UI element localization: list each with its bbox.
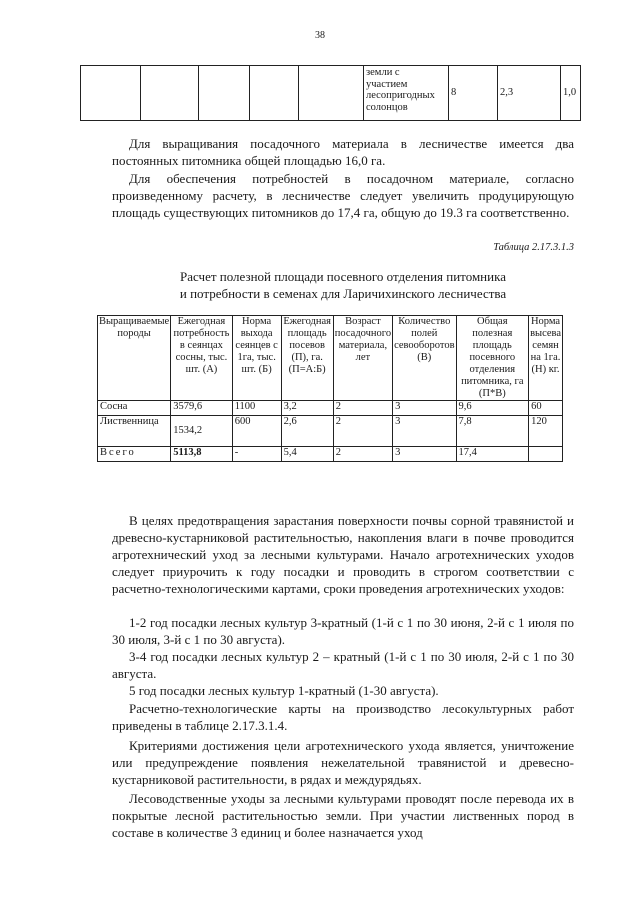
paragraph: Критериями достижения цели агротехнического ухода является, уничтожение или предупреждение появления нежелательной травянистой и древесно-кустарниковой растительности, в рядах и междурядьях. xyxy=(112,738,574,787)
table-row xyxy=(81,66,581,121)
seed-table xyxy=(97,315,563,462)
table-header-row xyxy=(98,316,563,401)
paragraph: В целях предотвращения зарастания поверхности почвы сорной травянистой и древесно-кустарниковой растительностью, накопления влаги в почве проводится агротехнический уход за лесными культурами. Начало агротехнических уходов следует приурочить к году посадки и проводить в строгом соответствии с расчетно-технологическими картами, сроки проведения агротехнических уходов: xyxy=(112,513,574,596)
table-cell xyxy=(299,66,364,121)
table-cell xyxy=(529,447,563,462)
column-header: Количество полей севооборотов (В) xyxy=(393,316,456,401)
table-cell: Сосна xyxy=(98,401,171,416)
paragraph: 3-4 год посадки лесных культур 2 – кратный (1-й с 1 по 30 июля, 2-й с 1 по 30 августа. xyxy=(112,649,574,681)
column-header: Ежегодная потребность в сеянцах сосны, тыс. шт. (А) xyxy=(171,316,233,401)
paragraph: 1-2 год посадки лесных культур 3-кратный (1-й с 1 по 30 июня, 2-й с 1 июля по 30 июля, 3-й с 1 по 30 августа). xyxy=(112,615,574,647)
table-cell: 1534,2 xyxy=(171,416,233,447)
table-cell: 17,4 xyxy=(456,447,529,462)
table-row xyxy=(98,416,563,447)
table-cell-description xyxy=(364,66,449,121)
table-cell: 600 xyxy=(232,416,281,447)
table-cell xyxy=(199,66,250,121)
table-cell: 3,2 xyxy=(281,401,333,416)
table-cell: 5,4 xyxy=(281,447,333,462)
paragraph: Для обеспечения потребностей в посадочном материале, согласно произведенному расчету, в лесничестве следует увеличить продуцирующую площадь существующих питомников до 17,4 га, общую до 19.3 га соответственно. xyxy=(112,171,574,220)
table-cell: 3 xyxy=(393,447,456,462)
table-cell: 9,6 xyxy=(456,401,529,416)
table-title-line: и потребности в семенах для Ларичихинского лесничества xyxy=(179,286,507,301)
table-cell: 7,8 xyxy=(456,416,529,447)
table-title-line: Расчет полезной площади посевного отделения питомника xyxy=(180,269,506,284)
table-cell: 2 xyxy=(333,447,392,462)
table-row xyxy=(98,401,563,416)
description-line: земли с xyxy=(366,67,400,78)
description-line: участием xyxy=(366,78,408,90)
column-header: Ежегодная площадь посевов (П), га. (П=А:Б) xyxy=(281,316,333,401)
table-cell: Всего xyxy=(98,447,171,462)
description-line: солонцов xyxy=(366,101,408,113)
column-header: Общая полезная площадь посевного отделения питомника, га (П*В) xyxy=(456,316,529,401)
table-cell: 3 xyxy=(393,416,456,447)
paragraph: Лесоводственные уходы за лесными культурами проводят после перевода их в покрытые лесной растительностью земли. При участии лиственных пород в составе в количестве 3 единиц и более назначается уход xyxy=(112,791,574,840)
top-table-fragment xyxy=(80,65,581,121)
table-cell xyxy=(141,66,199,121)
table-cell: 1100 xyxy=(232,401,281,416)
description-line: лесопригодных xyxy=(366,90,435,101)
table-cell: 3579,6 xyxy=(171,401,233,416)
table-cell xyxy=(81,66,141,121)
table-cell: 60 xyxy=(529,401,563,416)
table-cell: - xyxy=(232,447,281,462)
paragraph: Расчетно-технологические карты на производство лесокультурных работ приведены в таблице 2.17.3.1.4. xyxy=(112,701,574,733)
column-header: Норма выхода сеянцев с 1га, тыс. шт. (Б) xyxy=(232,316,281,401)
table-cell: 3 xyxy=(393,401,456,416)
paragraph: 5 год посадки лесных культур 1-кратный (1-30 августа). xyxy=(129,683,439,698)
table-cell: 1,0 xyxy=(561,66,581,121)
page-number: 38 xyxy=(315,30,325,41)
column-header: Норма высева семян на 1га. (Н) кг. xyxy=(529,316,563,401)
table-cell: 5113,8 xyxy=(171,447,233,462)
table-cell: 2,3 xyxy=(498,66,561,121)
table-cell xyxy=(250,66,299,121)
table-cell: 2 xyxy=(333,416,392,447)
column-header: Возраст посадочного материала, лет xyxy=(333,316,392,401)
table-row-total xyxy=(98,447,563,462)
table-cell: 2,6 xyxy=(281,416,333,447)
table-cell: 2 xyxy=(333,401,392,416)
paragraph: Для выращивания посадочного материала в лесничестве имеется два постоянных питомника общей площадью 16,0 га. xyxy=(112,136,574,168)
table-cell: 120 xyxy=(529,416,563,447)
table-label: Таблица 2.17.3.1.3 xyxy=(493,242,574,253)
table-cell: 8 xyxy=(449,66,498,121)
table-cell: Лиственница xyxy=(98,416,171,447)
column-header: Выращиваемые породы xyxy=(98,316,171,401)
